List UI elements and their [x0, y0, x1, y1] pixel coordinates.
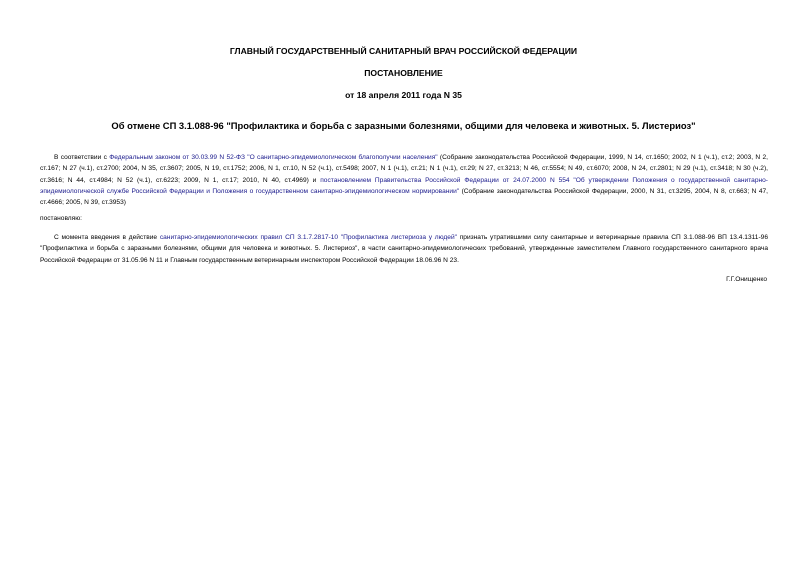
document-date-number: от 18 апреля 2011 года N 35 [345, 90, 462, 100]
body-text-2: признать утратившими силу санитарные и ветеринарные правила СП 3.1.088-96 ВП 13.4.1311-96 "Профилактика и борьба с заразными болезнями, общими для человека и животных. 5. Листериоз", в части санитарно-эпидемиологических требований, утвержденные заместителем Главного государственного санитарного врача Российской Федерации от 31.05.96 N 11 и Главным государственным ветеринарным инспектором Российской Федерации 18.06.96 N 23. [40, 234, 768, 264]
preamble-text-1: В соответствии с [54, 154, 110, 161]
document-type: ПОСТАНОВЛЕНИЕ [364, 68, 443, 78]
preamble-text-2: (Собрание законодательства Российской Федерации, 1999, N 14, ст.1650; 2002, N 1 (ч.1), ст.2; 2003, N 2, ст.167; N 27 (ч.1), ст.2700; 2004, N 35, ст.3607; 2005, N 19, ст.1752; 2006, N 1, ст.10, N 52 (ч.1), ст.5498; 2007, N 1 (ч.1), ст.21; N 1 (ч.1), ст.29; N 27, ст.3213; N 46, ст.5554; N 49, ст.6070; 2008, N 24, ст.2801; N 29 (ч.1), ст.3418; N 30 (ч.2), ст.3616; N 44, ст.4984; N 52 (ч.1), ст.6223; 2009, N 1, ст.17; 2010, N 40, ст.4969) и [40, 154, 768, 184]
body-paragraph [40, 232, 768, 266]
preamble-paragraph [40, 152, 768, 208]
authority-heading: ГЛАВНЫЙ ГОСУДАРСТВЕННЫЙ САНИТАРНЫЙ ВРАЧ РОССИЙСКОЙ ФЕДЕРАЦИИ [229, 46, 578, 56]
body-text-1: С момента введения в действие [54, 234, 160, 241]
sanitary-rules-link[interactable]: санитарно-эпидемиологических правил СП 3.1.7.2817-10 "Профилактика листериоза у людей" [159, 234, 457, 241]
signature: Г.Г.Онищенко [726, 276, 767, 283]
preamble-text-3: (Собрание законодательства Российской Федерации, 2000, N 31, ст.3295, 2004, N 8, ст.663; N 47, ст.4666; 2005, N 39, ст.3953) [40, 187, 768, 207]
resolve-word: постановляю: [40, 215, 83, 222]
federal-law-link[interactable]: Федеральным законом от 30.03.99 N 52-ФЗ "О санитарно-эпидемиологическом благополучии населения" [109, 154, 438, 161]
document-title: Об отмене СП 3.1.088-96 "Профилактика и борьба с заразными болезнями, общими для человека и животных. 5. Листериоз" [111, 120, 696, 131]
government-resolution-link[interactable]: постановлением Правительства Российской Федерации от 24.07.2000 N 554 "Об утверждении Положения о государственной санитарно-эпидемиологической службе Российской Федерации и Положения о государственном санитарно-эпидемиологическом нормировании" [40, 176, 768, 195]
